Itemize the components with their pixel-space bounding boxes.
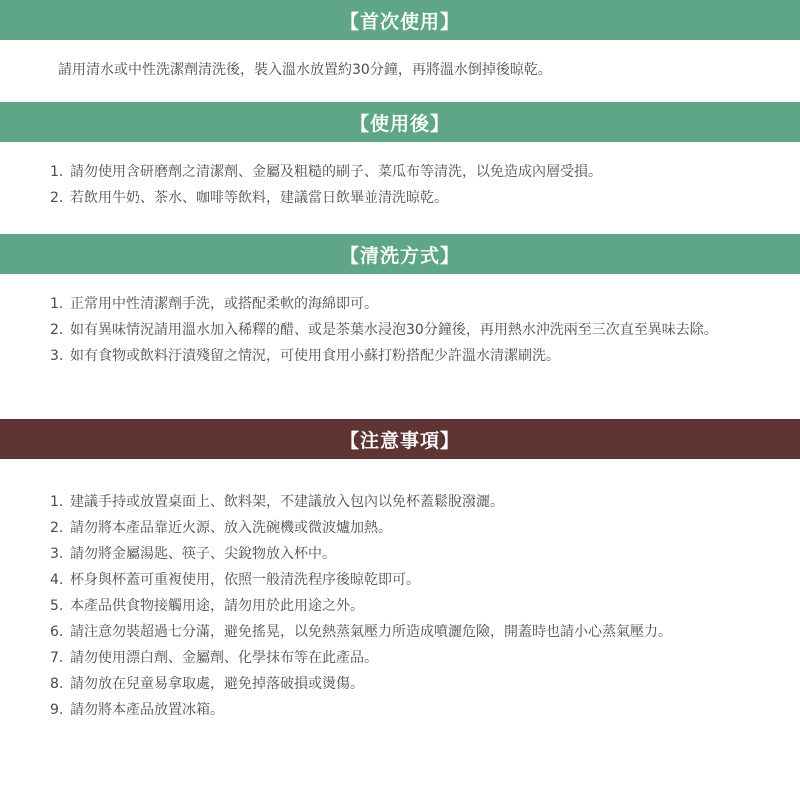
list-item [50, 541, 750, 567]
list-item-number: 9. [50, 702, 64, 718]
list-item-number: 3. [50, 348, 64, 364]
list-item-number: 2. [50, 322, 64, 338]
list-item-number: 5. [50, 598, 64, 614]
list-item [50, 317, 750, 343]
list-item-text: 正常用中性清潔劑手洗，或搭配柔軟的海綿即可。 [70, 296, 378, 312]
first-use-title: 【首次使用】 [339, 10, 460, 33]
list-item-text: 如有異味情況請用溫水加入稀釋的醋、或是茶葉水浸泡30分鐘後，再用熱水沖洗兩至三次直至異味去除。 [70, 322, 718, 338]
list-item-text: 如有食物或飲料汙漬殘留之情況，可使用食用小蘇打粉搭配少許溫水清潔刷洗。 [70, 348, 560, 364]
list-item-text: 請勿將本產品靠近火源、放入洗碗機或微波爐加熱。 [70, 520, 392, 536]
list-item [50, 515, 750, 541]
notes-title: 【注意事項】 [339, 429, 460, 452]
list-item-text: 杯身與杯蓋可重複使用，依照一般清洗程序後晾乾即可。 [70, 572, 420, 588]
list-item-number: 2. [50, 190, 64, 206]
list-item-number: 6. [50, 624, 64, 640]
list-item-text: 若飲用牛奶、茶水、咖啡等飲料，建議當日飲畢並清洗晾乾。 [70, 190, 448, 206]
list-item-text: 請勿使用漂白劑、金屬劑、化學抹布等在此產品。 [70, 650, 378, 666]
list-item [50, 593, 750, 619]
first-use-text: 請用清水或中性洗潔劑清洗後，裝入溫水放置約30分鐘，再將溫水倒掉後晾乾。 [58, 62, 552, 78]
list-item-number: 8. [50, 676, 64, 692]
list-item-text: 建議手持或放置桌面上、飲料架，不建議放入包內以免杯蓋鬆脫潑灑。 [70, 494, 504, 510]
list-item [50, 159, 750, 185]
after-use-title: 【使用後】 [349, 112, 450, 135]
list-item [50, 291, 750, 317]
list-item-number: 7. [50, 650, 64, 666]
after-use-header [0, 102, 800, 142]
list-item-text: 本產品供食物接觸用途，請勿用於此用途之外。 [70, 598, 364, 614]
list-item-number: 3. [50, 546, 64, 562]
list-item-number: 4. [50, 572, 64, 588]
list-item [50, 619, 750, 645]
list-item [50, 671, 750, 697]
notes-header [0, 419, 800, 459]
list-item-text: 請注意勿裝超過七分滿，避免搖晃，以免熱蒸氣壓力所造成噴灑危險，開蓋時也請小心蒸氣壓力。 [70, 624, 672, 640]
list-item-text: 請勿使用含研磨劑之清潔劑、金屬及粗糙的刷子、菜瓜布等清洗，以免造成內層受損。 [70, 164, 602, 180]
notes-list [50, 489, 750, 723]
list-item [50, 567, 750, 593]
list-item-text: 請勿將本產品放置冰箱。 [70, 702, 224, 718]
list-item-number: 2. [50, 520, 64, 536]
list-item-number: 1. [50, 164, 64, 180]
cleaning-header [0, 234, 800, 274]
list-item-text: 請勿放在兒童易拿取處，避免掉落破損或燙傷。 [70, 676, 364, 692]
list-item [50, 185, 750, 211]
list-item-text: 請勿將金屬湯匙、筷子、尖銳物放入杯中。 [70, 546, 336, 562]
list-item [50, 645, 750, 671]
list-item [50, 489, 750, 515]
list-item-number: 1. [50, 494, 64, 510]
first-use-header [0, 0, 800, 40]
list-item [50, 697, 750, 723]
cleaning-list [50, 291, 750, 369]
list-item-number: 1. [50, 296, 64, 312]
after-use-list [50, 159, 750, 211]
cleaning-title: 【清洗方式】 [339, 244, 460, 267]
list-item [50, 343, 750, 369]
